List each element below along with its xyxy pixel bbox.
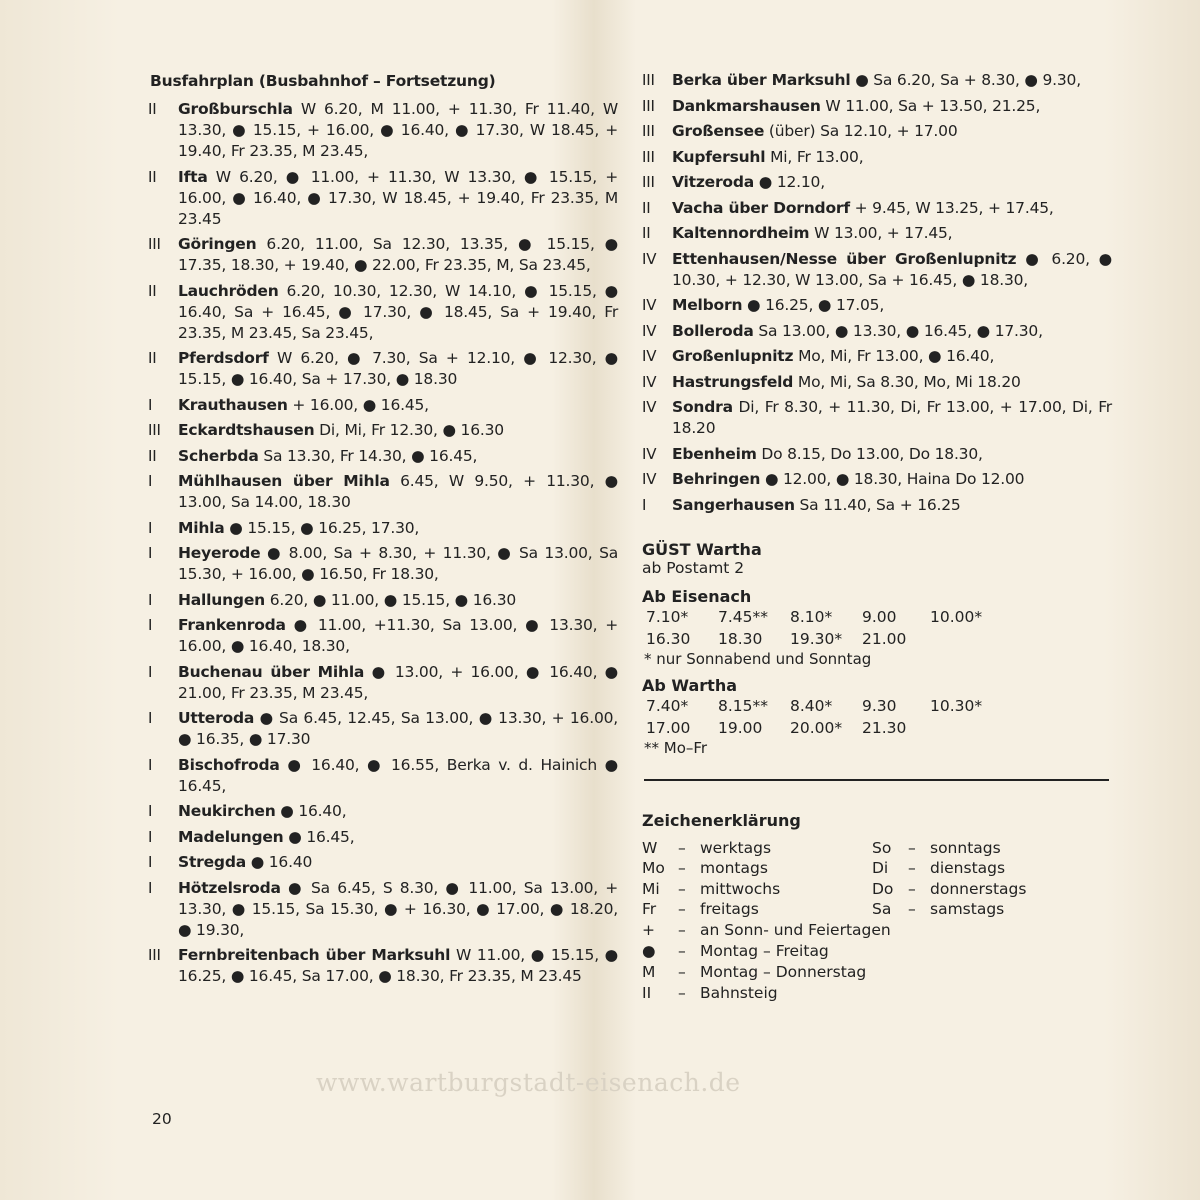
legend-text: montags bbox=[700, 859, 768, 877]
destination-name: Stregda bbox=[178, 853, 246, 871]
departure-times: W 11.00, Sa + 13.50, 21.25, bbox=[825, 96, 1041, 115]
right-entry-list bbox=[642, 70, 1112, 516]
timetable-entry bbox=[642, 249, 1112, 291]
footnote-double-star: ** Mo–Fr bbox=[644, 738, 708, 757]
departure-time: 10.30* bbox=[930, 696, 983, 715]
legend-text: mittwochs bbox=[700, 879, 781, 898]
departure-times: Di, Fr 8.30, + 11.30, Di, Fr 13.00, + 17.00, Di, Fr 18.20 bbox=[672, 398, 1112, 437]
right-column bbox=[642, 70, 1112, 1004]
departure-times: ● 12.00, ● 18.30, Haina Do 12.00 bbox=[764, 470, 1025, 488]
from-eisenach-label: Ab Eisenach bbox=[642, 586, 752, 606]
zone-label: II bbox=[148, 167, 157, 186]
destination-name: Bischofroda bbox=[178, 755, 280, 774]
legend-dash: – bbox=[908, 838, 916, 857]
timetable-entry bbox=[148, 755, 618, 797]
zone-label: I bbox=[148, 590, 153, 609]
timetable-entry bbox=[642, 495, 1112, 516]
legend-symbol: So bbox=[872, 838, 892, 857]
destination-name: Bolleroda bbox=[672, 321, 754, 340]
legend-dash: – bbox=[678, 962, 686, 981]
departure-time: 9.00 bbox=[862, 607, 897, 626]
legend-item bbox=[642, 838, 872, 859]
footnote-single-star: * nur Sonnabend und Sonntag bbox=[644, 649, 872, 668]
destination-name: Pferdsdorf bbox=[178, 349, 269, 367]
departure-times: ● 16.40, ● 16.55, Berka v. d. Hainich ● 16.45, bbox=[178, 755, 618, 795]
legend-symbol: M bbox=[642, 962, 656, 981]
timetable-entry bbox=[148, 590, 618, 611]
legend-symbol: + bbox=[642, 920, 655, 939]
destination-name: Fernbreitenbach über Marksuhl bbox=[178, 946, 451, 964]
departure-time: 19.00 bbox=[718, 718, 763, 737]
zone-label: I bbox=[148, 472, 153, 490]
departure-times: ● 16.25, ● 17.05, bbox=[747, 296, 885, 314]
page-header: Busfahrplan (Busbahnhof – Fortsetzung) bbox=[150, 72, 496, 90]
departure-times: Sa 13.30, Fr 14.30, ● 16.45, bbox=[263, 446, 478, 465]
legend-text: donnerstags bbox=[930, 879, 1027, 898]
departure-times: Di, Mi, Fr 12.30, ● 16.30 bbox=[319, 421, 504, 439]
zone-label: I bbox=[148, 827, 153, 846]
departure-time: 9.30 bbox=[862, 696, 897, 715]
departure-times: 6.20, 11.00, Sa 12.30, 13.35, ● 15.15, ● 17.35, 18.30, + 19.40, ● 22.00, Fr 23.35, M, Sa 23.45, bbox=[178, 235, 619, 274]
legend-dash: – bbox=[908, 879, 916, 898]
zone-label: I bbox=[148, 616, 153, 634]
legend-text: Bahnsteig bbox=[700, 983, 778, 1002]
timetable-entry bbox=[642, 70, 1112, 91]
destination-name: Sondra bbox=[672, 398, 733, 416]
legend-text: sonntags bbox=[930, 838, 1001, 857]
destination-name: Großburschla bbox=[178, 100, 293, 118]
destination-name: Hallungen bbox=[178, 590, 265, 609]
legend-item bbox=[872, 858, 1112, 879]
timetable-entry bbox=[148, 395, 618, 416]
departure-times: ● 13.00, + 16.00, ● 16.40, ● 21.00, Fr 23.35, M 23.45, bbox=[178, 662, 618, 702]
timetable-entry bbox=[642, 96, 1112, 117]
timetable-entry bbox=[148, 99, 618, 162]
departure-times: W 6.20, ● 11.00, + 11.30, W 13.30, ● 15.15, + 16.00, ● 16.40, ● 17.30, W 18.45, + 19.40, Fr 23.35, M 23.45 bbox=[178, 167, 618, 228]
legend-symbol: Mi bbox=[642, 879, 660, 898]
destination-name: Ebenheim bbox=[672, 444, 757, 463]
legend-dash: – bbox=[678, 941, 686, 960]
destination-name: Sangerhausen bbox=[672, 495, 795, 514]
legend-section bbox=[642, 811, 1112, 1004]
legend-dash: – bbox=[908, 859, 916, 877]
timetable-entry bbox=[148, 446, 618, 467]
departure-times: 6.20, ● 11.00, ● 15.15, ● 16.30 bbox=[269, 590, 517, 609]
zone-label: IV bbox=[642, 347, 657, 365]
timetable-entry bbox=[148, 878, 618, 941]
zone-label: I bbox=[148, 518, 153, 537]
zone-label: III bbox=[148, 421, 161, 439]
left-column bbox=[148, 72, 618, 992]
timetable-entry bbox=[148, 234, 618, 276]
departure-times: Mi, Fr 13.00, bbox=[770, 147, 864, 166]
departure-time: 21.00 bbox=[862, 629, 907, 648]
departure-times: Sa 11.40, Sa + 16.25 bbox=[799, 495, 961, 514]
destination-name: Kaltennordheim bbox=[672, 224, 810, 242]
divider bbox=[644, 779, 1109, 781]
destination-name: Ifta bbox=[178, 167, 208, 186]
zone-label: IV bbox=[642, 249, 657, 268]
zone-label: I bbox=[148, 544, 153, 562]
departure-time: 17.00 bbox=[646, 718, 691, 737]
timetable-entry bbox=[642, 444, 1112, 465]
destination-name: Großensee bbox=[672, 122, 765, 140]
legend-text: dienstags bbox=[930, 859, 1006, 877]
zone-label: II bbox=[148, 281, 157, 300]
departure-times: ● 15.15, ● 16.25, 17.30, bbox=[229, 518, 420, 537]
legend-symbol: II bbox=[642, 983, 652, 1002]
departure-time: 8.40* bbox=[790, 696, 833, 715]
departure-times: ● 16.40 bbox=[250, 853, 313, 871]
legend-text: samstags bbox=[930, 900, 1005, 918]
departure-times: 6.20, 10.30, 12.30, W 14.10, ● 15.15, ● 16.40, Sa + 16.45, ● 17.30, ● 18.45, Sa + 19.40, Fr 23.35, M 23.45, Sa 23.45, bbox=[178, 281, 618, 342]
legend-item bbox=[642, 962, 1112, 983]
zone-label: I bbox=[148, 709, 153, 727]
timetable-entry bbox=[642, 397, 1112, 439]
destination-name: Mihla bbox=[178, 518, 225, 537]
destination-name: Dankmarshausen bbox=[672, 96, 821, 115]
legend-text: freitags bbox=[700, 900, 759, 918]
destination-name: Eckardtshausen bbox=[178, 421, 315, 439]
destination-name: Krauthausen bbox=[178, 395, 288, 414]
destination-name: Utteroda bbox=[178, 709, 255, 727]
destination-name: Ettenhausen/Nesse über Großenlupnitz bbox=[672, 249, 1017, 268]
timetable-entry bbox=[148, 801, 618, 822]
legend-item bbox=[642, 941, 1112, 962]
destination-name: Neukirchen bbox=[178, 802, 276, 820]
timetable-entry bbox=[642, 321, 1112, 342]
page-number: 20 bbox=[152, 1110, 172, 1128]
legend-item bbox=[642, 879, 872, 900]
zone-label: II bbox=[148, 349, 157, 367]
timetable-entry bbox=[148, 708, 618, 750]
legend-dash: – bbox=[678, 900, 686, 918]
timetable-entry bbox=[148, 543, 618, 585]
zone-label: II bbox=[642, 224, 651, 242]
departure-times: + 16.00, ● 16.45, bbox=[292, 395, 429, 414]
legend-dash: – bbox=[678, 859, 686, 877]
legend-dash: – bbox=[678, 920, 686, 939]
destination-name: Lauchröden bbox=[178, 281, 279, 300]
destination-name: Hastrungsfeld bbox=[672, 372, 794, 391]
legend-symbol: Do bbox=[872, 879, 894, 898]
zone-label: IV bbox=[642, 321, 657, 340]
departure-times: Sa 13.00, ● 13.30, ● 16.45, ● 17.30, bbox=[758, 321, 1043, 340]
zone-label: I bbox=[642, 495, 647, 514]
timetable-entry bbox=[642, 121, 1112, 142]
zone-label: III bbox=[642, 147, 655, 166]
departure-time: 19.30* bbox=[790, 629, 843, 648]
departure-times: Mo, Mi, Sa 8.30, Mo, Mi 18.20 bbox=[797, 372, 1021, 391]
zone-label: I bbox=[148, 755, 153, 774]
departure-time: 10.00* bbox=[930, 607, 983, 626]
departure-times: W 11.00, ● 15.15, ● 16.25, ● 16.45, Sa 17.00, ● 18.30, Fr 23.35, M 23.45 bbox=[178, 946, 619, 985]
destination-name: Großenlupnitz bbox=[672, 347, 794, 365]
timetable-entry bbox=[642, 223, 1112, 244]
zone-label: IV bbox=[642, 296, 657, 314]
departure-times: ● Sa 6.45, S 8.30, ● 11.00, Sa 13.00, + 13.30, ● 15.15, Sa 15.30, ● + 16.30, ● 17.00, ● 18.20, ● 19.30, bbox=[178, 878, 618, 939]
from-wartha-label: Ab Wartha bbox=[642, 675, 738, 695]
gust-title: GÜST Wartha bbox=[642, 539, 762, 559]
timetable-entry bbox=[148, 167, 618, 230]
departure-times: W 6.20, M 11.00, + 11.30, Fr 11.40, W 13.30, ● 15.15, + 16.00, ● 16.40, ● 17.30, W 18.45, + 19.40, Fr 23.35, M 23.45, bbox=[178, 100, 618, 160]
timetable-entry bbox=[148, 615, 618, 657]
zone-label: IV bbox=[642, 470, 657, 488]
legend-text: an Sonn- und Feiertagen bbox=[700, 920, 891, 939]
legend-title: Zeichenerklärung bbox=[642, 810, 801, 830]
zone-label: I bbox=[148, 662, 153, 681]
zone-label: III bbox=[642, 122, 655, 140]
from-eisenach-times bbox=[642, 606, 1112, 650]
gust-section bbox=[642, 540, 1112, 757]
zone-label: I bbox=[148, 878, 153, 897]
departure-time: 7.10* bbox=[646, 607, 689, 626]
departure-time: 18.30 bbox=[718, 629, 763, 648]
legend-item bbox=[642, 920, 1112, 941]
legend-text: Montag – Freitag bbox=[700, 941, 829, 960]
departure-times: ● 12.10, bbox=[758, 173, 825, 191]
legend-symbol: Di bbox=[872, 859, 889, 877]
destination-name: Heyerode bbox=[178, 544, 261, 562]
legend-text: werktags bbox=[700, 838, 772, 857]
legend-item bbox=[642, 858, 872, 879]
legend-symbol: ● bbox=[642, 941, 656, 960]
legend-wide bbox=[642, 920, 1112, 1004]
departure-times: ● 8.00, Sa + 8.30, + 11.30, ● Sa 13.00, Sa 15.30, + 16.00, ● 16.50, Fr 18.30, bbox=[178, 544, 619, 583]
departure-times: + 9.45, W 13.25, + 17.45, bbox=[854, 198, 1054, 217]
destination-name: Behringen bbox=[672, 470, 761, 488]
legend-item bbox=[872, 879, 1112, 900]
timetable-entry bbox=[642, 147, 1112, 168]
left-entry-list bbox=[148, 99, 618, 987]
timetable-entry bbox=[148, 945, 618, 987]
legend-item bbox=[872, 838, 1112, 859]
departure-time: 8.10* bbox=[790, 607, 833, 626]
legend-symbol: Fr bbox=[642, 900, 657, 918]
zone-label: III bbox=[148, 235, 161, 253]
timetable-entry bbox=[642, 295, 1112, 316]
legend-pairs bbox=[642, 838, 1112, 920]
departure-time: 8.15** bbox=[718, 696, 769, 715]
destination-name: Buchenau über Mihla bbox=[178, 662, 365, 681]
legend-dash: – bbox=[908, 900, 916, 918]
departure-times: W 13.00, + 17.45, bbox=[814, 224, 953, 242]
from-wartha-times bbox=[642, 695, 1112, 739]
departure-time: 21.30 bbox=[862, 718, 907, 737]
timetable-entry bbox=[148, 852, 618, 873]
timetable-entry bbox=[642, 172, 1112, 193]
zone-label: IV bbox=[642, 398, 657, 416]
departure-time: 16.30 bbox=[646, 629, 691, 648]
destination-name: Hötzelsroda bbox=[178, 878, 281, 897]
timetable-entry bbox=[642, 372, 1112, 393]
zone-label: I bbox=[148, 395, 153, 414]
departure-time: 7.45** bbox=[718, 607, 769, 626]
zone-label: III bbox=[642, 96, 655, 115]
legend-symbol: Sa bbox=[872, 900, 892, 918]
legend-text: Montag – Donnerstag bbox=[700, 962, 867, 981]
departure-time: 7.40* bbox=[646, 696, 689, 715]
legend-item bbox=[642, 983, 1112, 1004]
timetable-entry bbox=[148, 662, 618, 704]
timetable-entry bbox=[642, 469, 1112, 490]
timetable-entry bbox=[148, 471, 618, 513]
legend-item bbox=[872, 899, 1112, 920]
timetable-entry bbox=[642, 198, 1112, 219]
legend-dash: – bbox=[678, 879, 686, 898]
destination-name: Vacha über Dorndorf bbox=[672, 198, 850, 217]
zone-label: III bbox=[148, 946, 161, 964]
watermark: www.wartburgstadt-eisenach.de bbox=[316, 1068, 741, 1097]
destination-name: Scherbda bbox=[178, 446, 259, 465]
legend-symbol: W bbox=[642, 838, 658, 857]
legend-dash: – bbox=[678, 838, 686, 857]
timetable-entry bbox=[148, 281, 618, 344]
legend-item bbox=[642, 899, 872, 920]
destination-name: Kupfersuhl bbox=[672, 147, 766, 166]
destination-name: Madelungen bbox=[178, 827, 284, 846]
zone-label: II bbox=[148, 100, 157, 118]
zone-label: III bbox=[642, 173, 655, 191]
gust-subtitle: ab Postamt 2 bbox=[642, 558, 745, 577]
departure-times: (über) Sa 12.10, + 17.00 bbox=[768, 122, 958, 140]
zone-label: II bbox=[642, 198, 651, 217]
zone-label: II bbox=[148, 446, 157, 465]
destination-name: Melborn bbox=[672, 296, 743, 314]
zone-label: IV bbox=[642, 372, 657, 391]
destination-name: Vitzeroda bbox=[672, 173, 755, 191]
departure-times: Do 8.15, Do 13.00, Do 18.30, bbox=[761, 444, 983, 463]
destination-name: Mühlhausen über Mihla bbox=[178, 472, 390, 490]
departure-times: ● 6.20, ● 10.30, + 12.30, W 13.00, Sa + 16.45, ● 18.30, bbox=[672, 249, 1112, 289]
destination-name: Berka über Marksuhl bbox=[672, 71, 851, 89]
timetable-entry bbox=[148, 420, 618, 441]
zone-label: I bbox=[148, 853, 153, 871]
legend-symbol: Mo bbox=[642, 859, 665, 877]
departure-times: 6.45, W 9.50, + 11.30, ● 13.00, Sa 14.00, 18.30 bbox=[178, 472, 618, 511]
timetable-entry bbox=[148, 348, 618, 390]
departure-times: ● 16.40, bbox=[280, 802, 347, 820]
zone-label: III bbox=[642, 71, 655, 89]
destination-name: Frankenroda bbox=[178, 616, 286, 634]
timetable-entry bbox=[148, 827, 618, 848]
departure-times: Mo, Mi, Fr 13.00, ● 16.40, bbox=[798, 347, 995, 365]
destination-name: Göringen bbox=[178, 235, 257, 253]
zone-label: I bbox=[148, 802, 153, 820]
zone-label: IV bbox=[642, 444, 657, 463]
departure-times: ● Sa 6.45, 12.45, Sa 13.00, ● 13.30, + 16.00, ● 16.35, ● 17.30 bbox=[178, 709, 618, 748]
departure-times: W 6.20, ● 7.30, Sa + 12.10, ● 12.30, ● 15.15, ● 16.40, Sa + 17.30, ● 18.30 bbox=[178, 349, 619, 388]
departure-times: ● 16.45, bbox=[288, 827, 355, 846]
departure-times: ● Sa 6.20, Sa + 8.30, ● 9.30, bbox=[855, 71, 1081, 89]
timetable-entry bbox=[148, 518, 618, 539]
legend-dash: – bbox=[678, 983, 686, 1002]
timetable-entry bbox=[642, 346, 1112, 367]
departure-times: ● 11.00, +11.30, Sa 13.00, ● 13.30, + 16.00, ● 16.40, 18.30, bbox=[178, 616, 618, 655]
departure-time: 20.00* bbox=[790, 718, 843, 737]
